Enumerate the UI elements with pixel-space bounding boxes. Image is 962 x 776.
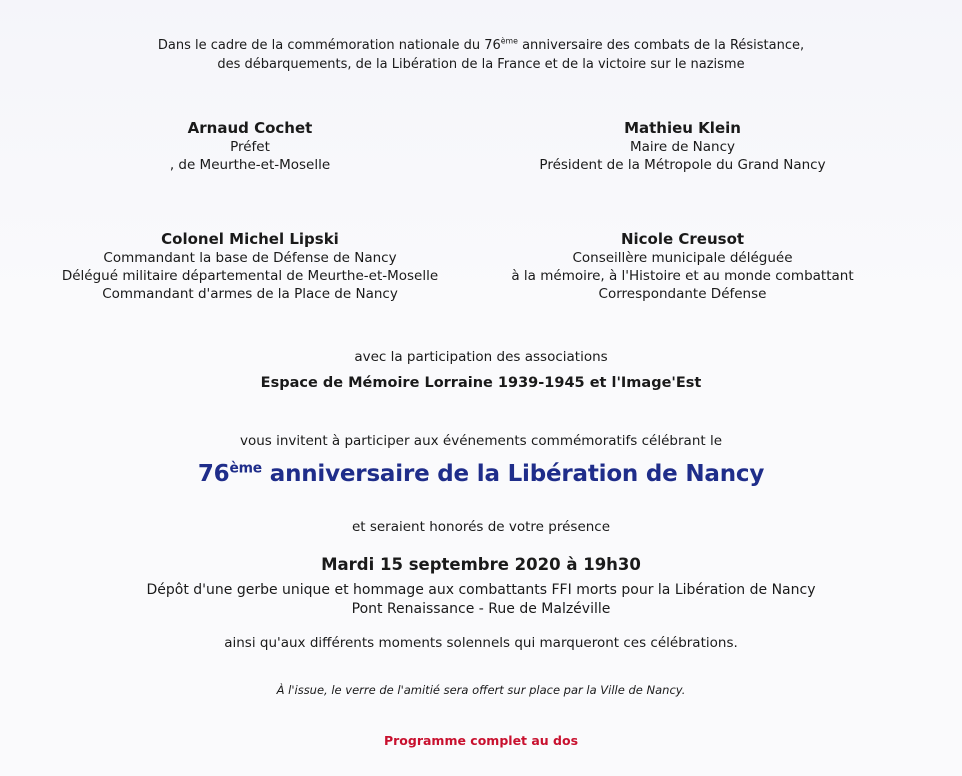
programme-note: Programme complet au dos <box>383 733 579 748</box>
event-title <box>0 458 962 490</box>
signatory-prefet <box>40 118 460 174</box>
event-title-pre: 76 <box>197 461 230 487</box>
signatory-maire <box>470 118 895 174</box>
event-date: Mardi 15 septembre 2020 à 19h30 <box>321 555 641 574</box>
ceremony-block <box>0 581 962 619</box>
signatory-name: Nicole Creusot <box>620 230 745 248</box>
signatory-title: Préfet <box>230 139 270 155</box>
signatory-colonel <box>40 229 460 303</box>
intro-line-1-post: anniversaire des combats de la Résistance, <box>517 38 805 53</box>
ceremony-description: Dépôt d'une gerbe unique et hommage aux combattants FFI morts pour la Libération de Nancy <box>146 582 816 598</box>
signatory-title: , de Meurthe-et-Moselle <box>169 157 331 173</box>
ceremony-location: Pont Renaissance - Rue de Malzéville <box>351 601 611 617</box>
apero-note: À l'issue, le verre de l'amitié sera offert sur place par la Ville de Nancy. <box>276 683 686 697</box>
intro-line-1-sup: ème <box>500 36 518 46</box>
event-title-sup: ème <box>229 460 262 477</box>
participation-line: avec la participation des associations <box>354 349 608 365</box>
participation-block <box>0 347 962 394</box>
moments-line: ainsi qu'aux différents moments solennels qui marqueront ces célébrations. <box>224 635 738 651</box>
intro-line-2: des débarquements, de la Libération de la France et de la victoire sur le nazisme <box>217 57 745 72</box>
signatory-title: Délégué militaire départemental de Meurthe-et-Moselle <box>61 268 439 284</box>
signatory-title: Correspondante Défense <box>598 286 767 302</box>
event-title-post: anniversaire de la Libération de Nancy <box>261 461 765 487</box>
intro-line-1-pre: Dans le cadre de la commémoration nationale du 76 <box>157 38 501 53</box>
signatory-name: Colonel Michel Lipski <box>161 230 339 248</box>
associations-names: Espace de Mémoire Lorraine 1939-1945 et l'Image'Est <box>260 375 702 391</box>
signatory-title: Commandant d'armes de la Place de Nancy <box>102 286 398 302</box>
honor-line: et seraient honorés de votre présence <box>351 519 611 535</box>
signatory-title: Président de la Métropole du Grand Nancy <box>539 157 826 173</box>
intro-text <box>0 36 962 74</box>
invite-line: vous invitent à participer aux événements commémoratifs célébrant le <box>239 433 723 449</box>
signatory-name: Arnaud Cochet <box>187 119 313 137</box>
signatory-title: Conseillère municipale déléguée <box>572 250 793 266</box>
signatory-title: Maire de Nancy <box>629 139 736 155</box>
signatory-name: Mathieu Klein <box>624 119 741 137</box>
intro-line-1 <box>0 36 962 55</box>
signatory-conseillere <box>470 229 895 303</box>
signatory-title: Commandant la base de Défense de Nancy <box>103 250 397 266</box>
signatory-title: à la mémoire, à l'Histoire et au monde combattant <box>511 268 854 284</box>
